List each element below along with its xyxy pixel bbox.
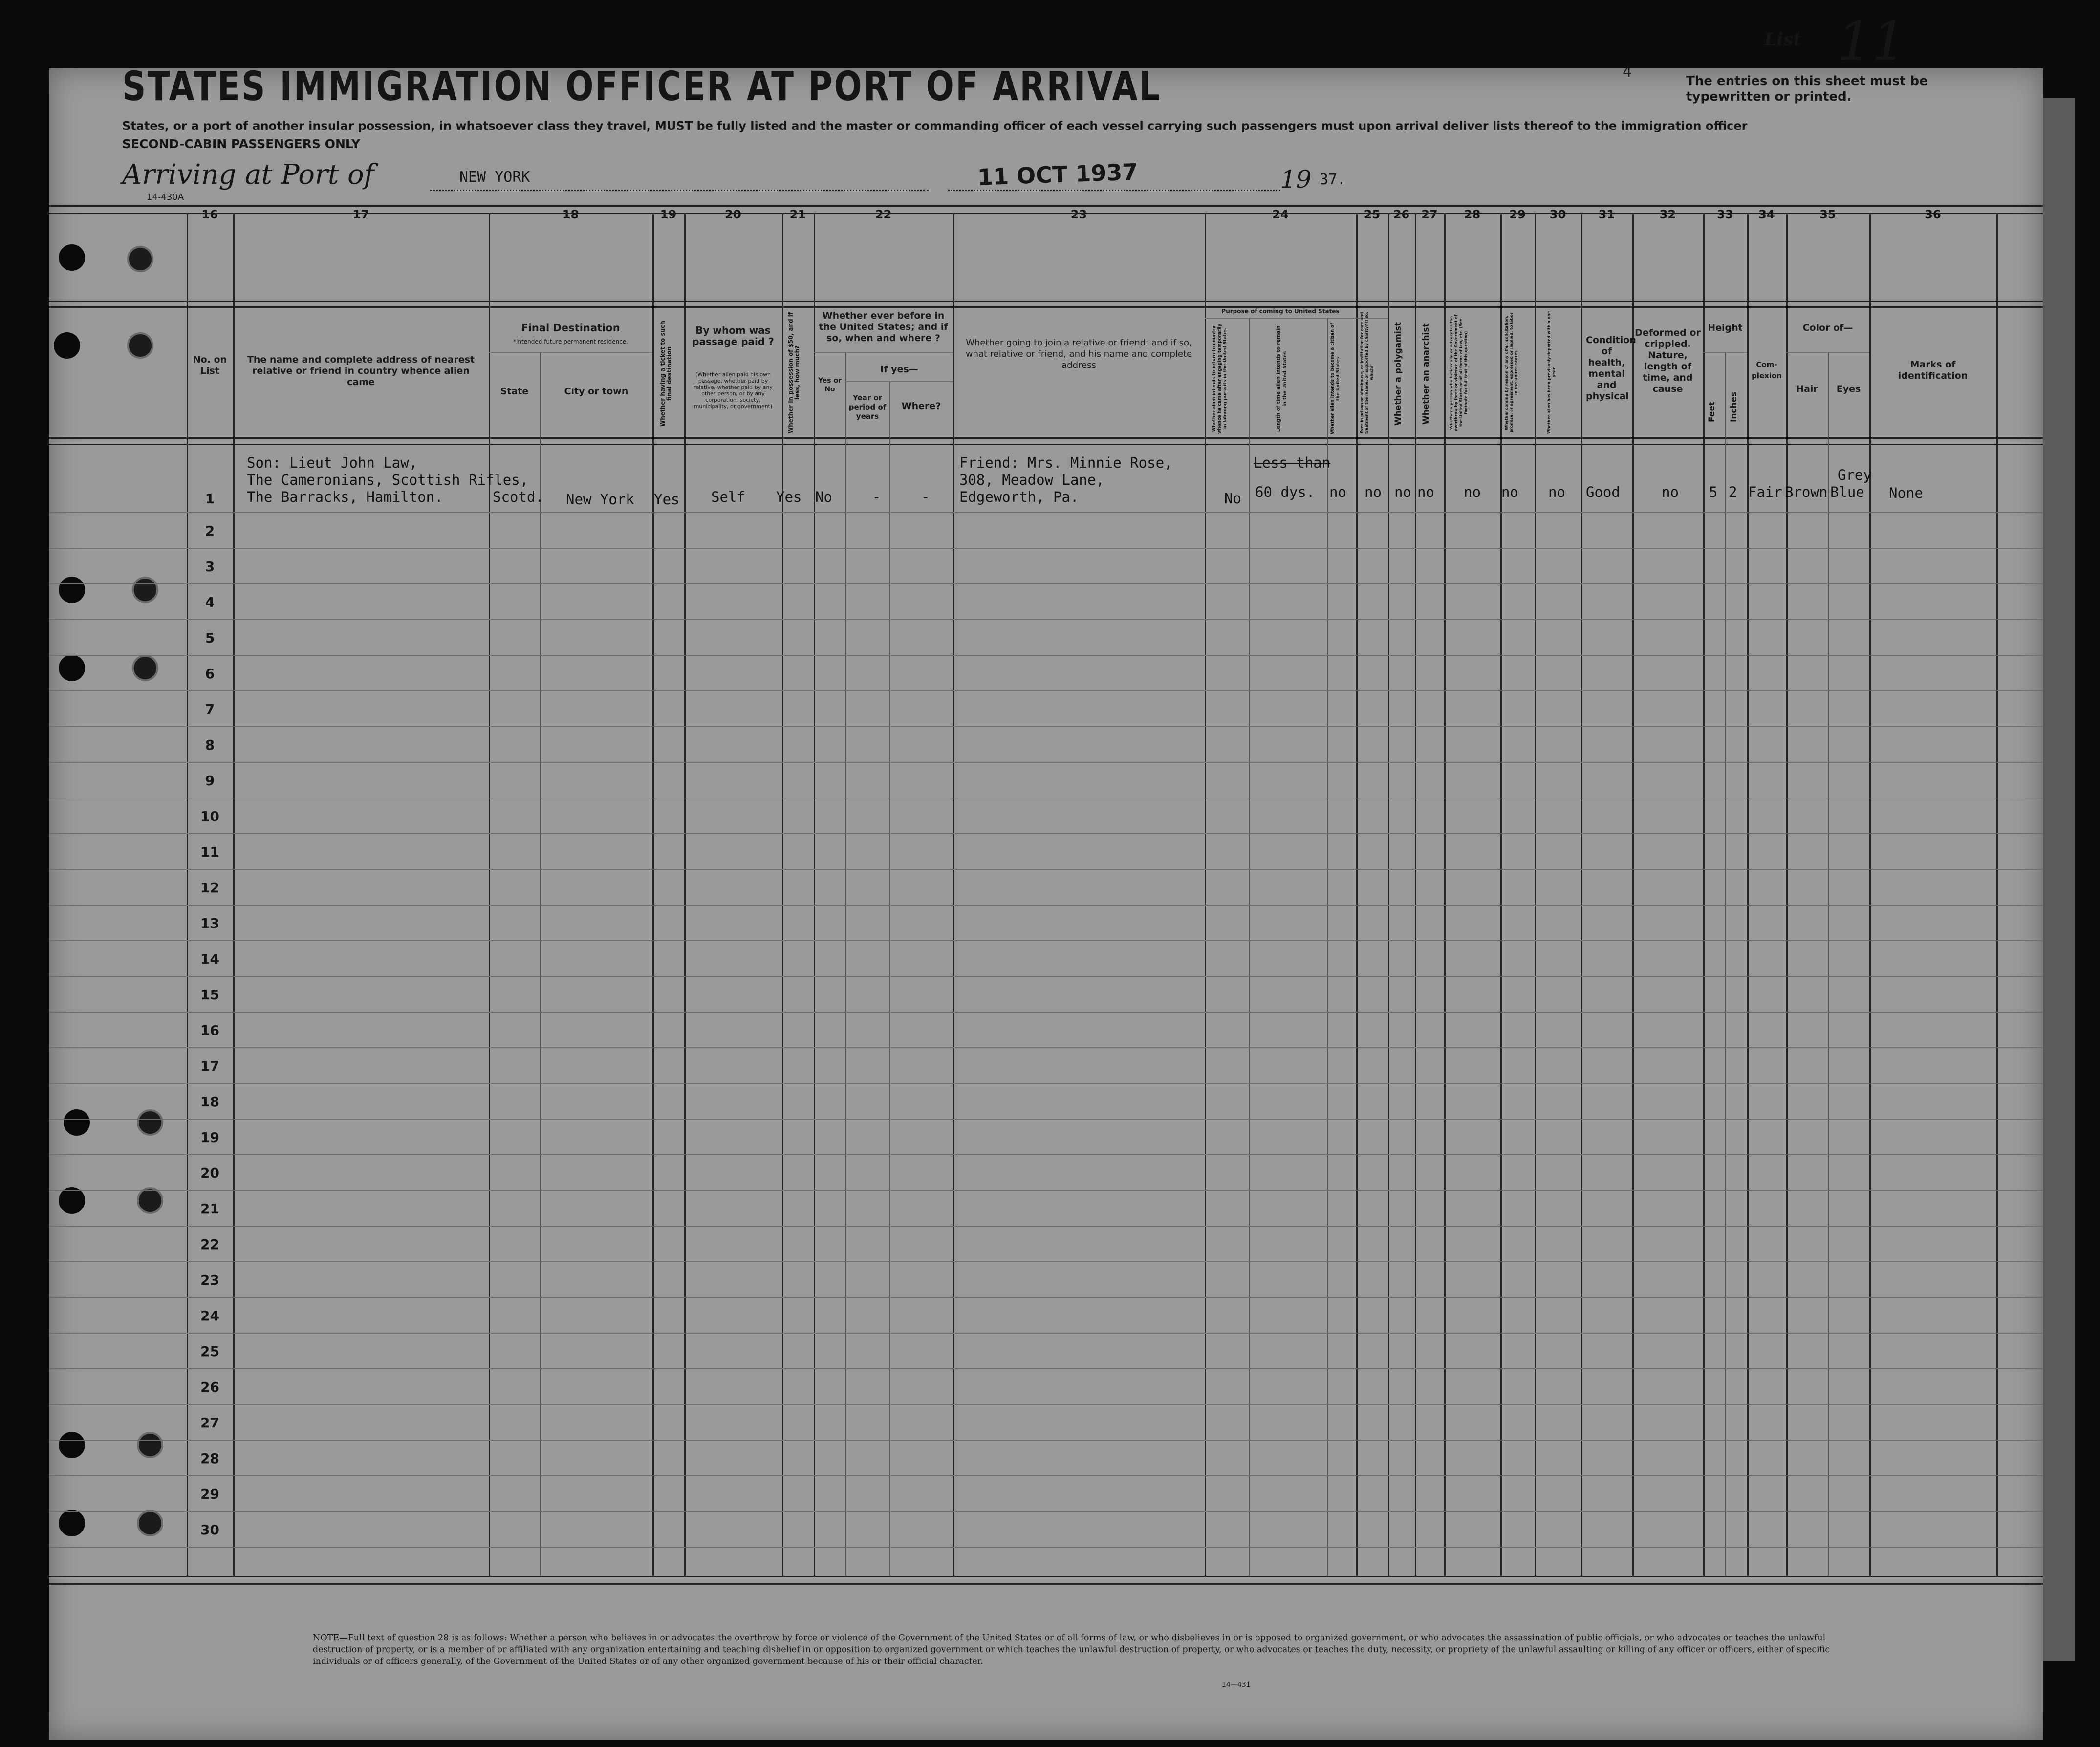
- punch-hole: [54, 332, 80, 359]
- rule: [489, 352, 652, 353]
- inches-value: 2: [1729, 484, 1737, 500]
- condition-value: Good: [1586, 484, 1620, 500]
- question-29-value: no: [1501, 484, 1518, 500]
- punch-hole: [59, 244, 85, 271]
- column-number: 22: [875, 208, 892, 221]
- port-line: [430, 190, 929, 191]
- length-value: 60 dys.: [1255, 484, 1315, 500]
- header-eyes: Eyes: [1836, 384, 1861, 394]
- header-question-28: Whether a person who believes in or advocates the overthrow by force or violence of the Government of the United States or of all forms of law, etc. (See footnote for full text of this question): [1449, 314, 1468, 431]
- header-relative-address: The name and complete address of nearest relative or friend in country whence alien came: [247, 354, 475, 388]
- header-purpose: Purpose of coming to United States: [1221, 308, 1340, 315]
- manifest-sheet: [49, 68, 2043, 1740]
- column-number: 27: [1421, 208, 1438, 221]
- row-number: 28: [200, 1450, 219, 1467]
- punch-hole: [59, 1510, 85, 1536]
- purpose-return-value: No: [1224, 490, 1241, 507]
- rule: [1786, 352, 1869, 353]
- row-rule: [49, 976, 2043, 977]
- before-where-value: -: [921, 489, 930, 505]
- relative-line-1: Son: Lieut John Law,: [247, 454, 418, 471]
- col-divider: [233, 213, 235, 1576]
- ticket-value: Yes: [654, 491, 680, 508]
- col-divider: [540, 352, 541, 1576]
- row-number: 29: [200, 1486, 219, 1502]
- column-number: 33: [1717, 208, 1733, 221]
- col-divider: [1535, 213, 1536, 1576]
- port-value: NEW YORK: [459, 169, 530, 186]
- col-divider: [1388, 213, 1389, 1576]
- rule: [845, 381, 953, 382]
- row-number: 17: [200, 1058, 219, 1074]
- header-height: Height: [1708, 323, 1743, 333]
- header-passage-paid: By whom was passage paid ?: [692, 324, 774, 347]
- column-number: 24: [1272, 208, 1289, 221]
- hair-value: Brown: [1785, 484, 1828, 500]
- punch-hole: [127, 332, 153, 359]
- header-question-30: Whether alien has been previously deported within one year: [1547, 311, 1556, 434]
- row-number: 4: [205, 594, 215, 610]
- col-divider: [782, 213, 783, 1576]
- row-number: 24: [200, 1308, 219, 1324]
- column-number: 29: [1509, 208, 1526, 221]
- row-rule: [49, 1404, 2043, 1405]
- column-number: 23: [1070, 208, 1087, 221]
- rule: [1703, 352, 1747, 353]
- header-final-destination: Final Destination: [521, 322, 620, 334]
- eyes-value-line-1: Grey: [1838, 467, 1872, 483]
- column-number: 16: [201, 208, 218, 221]
- anarchist-value: no: [1417, 484, 1434, 500]
- question-30-value: no: [1548, 484, 1565, 500]
- citizen-value: no: [1329, 484, 1346, 500]
- row-number: 30: [200, 1522, 219, 1538]
- col-divider: [1869, 213, 1871, 1576]
- header-marks: Marks of identification: [1898, 359, 1968, 381]
- header-complexion: Com-plexion: [1752, 360, 1782, 380]
- row-number: 19: [200, 1129, 219, 1145]
- col-divider: [1249, 318, 1250, 1576]
- header-passage-paid-note: (Whether alien paid his own passage, whether paid by relative, whether paid by any other person, or by any corporation, society, municipality, or government): [693, 371, 773, 410]
- col-divider: [1205, 213, 1206, 1576]
- col-divider: [1747, 213, 1749, 1576]
- row-rule: [49, 1368, 2043, 1369]
- date-line: [948, 190, 1280, 191]
- col-divider: [1581, 213, 1582, 1576]
- row-rule: [49, 940, 2043, 941]
- header-yes-or-no: Yes or No: [818, 377, 842, 393]
- rule: [49, 205, 2043, 207]
- page-number: 4: [1623, 64, 1632, 81]
- row-rule: [49, 512, 2043, 513]
- col-divider: [1632, 213, 1634, 1576]
- header-if-yes: If yes—: [880, 364, 918, 375]
- eyes-value-line-2: Blue: [1830, 484, 1864, 500]
- row-number: 27: [200, 1415, 219, 1431]
- row-rule: [49, 619, 2043, 620]
- row-rule: [49, 1333, 2043, 1334]
- col-divider: [1327, 318, 1328, 1576]
- row-number: 14: [200, 951, 219, 967]
- column-number: 35: [1819, 208, 1836, 221]
- deformed-value: no: [1662, 484, 1679, 500]
- header-inches: Inches: [1729, 391, 1739, 422]
- row-number: 1: [205, 491, 215, 507]
- row-rule: [49, 726, 2043, 727]
- row-rule: [49, 690, 2043, 691]
- column-number: 21: [789, 208, 806, 221]
- col-divider: [1356, 213, 1358, 1576]
- header-condition: Condition of health, mental and physical: [1586, 335, 1636, 402]
- col-divider: [1828, 352, 1829, 1576]
- rule: [814, 352, 953, 353]
- list-label: List: [1764, 29, 1801, 50]
- column-number: 26: [1393, 208, 1410, 221]
- col-divider: [1415, 213, 1416, 1576]
- header-polygamist: Whether a polygamist: [1393, 322, 1403, 426]
- page-edge: [2043, 98, 2075, 1661]
- joining-line-1: Friend: Mrs. Minnie Rose,: [959, 454, 1173, 471]
- row-rule: [49, 1154, 2043, 1155]
- year-suffix: 37.: [1320, 171, 1346, 188]
- column-number: 31: [1598, 208, 1615, 221]
- row-number: 13: [200, 915, 219, 931]
- row-rule: [49, 1261, 2043, 1262]
- row-number: 22: [200, 1236, 219, 1252]
- relative-line-2: The Cameronians, Scottish Rifles,: [247, 472, 529, 488]
- row-rule: [49, 1047, 2043, 1048]
- row-rule: [49, 1083, 2043, 1084]
- column-number: 36: [1925, 208, 1941, 221]
- header-money: Whether in possession of $50, and if less, how much?: [787, 312, 801, 433]
- rule: [49, 1583, 2043, 1585]
- header-feet: Feet: [1707, 401, 1717, 422]
- punch-hole: [59, 1432, 85, 1458]
- column-number: 17: [352, 208, 369, 221]
- col-divider: [1786, 213, 1788, 1576]
- row-rule: [49, 1475, 2043, 1476]
- list-number: 11: [1838, 10, 1906, 72]
- row-rule: [49, 583, 2043, 584]
- row-number: 26: [200, 1379, 219, 1395]
- column-number: 19: [660, 208, 677, 221]
- col-divider: [1725, 352, 1726, 1576]
- form-code: 14-430A: [147, 192, 184, 202]
- city-value: New York: [566, 491, 634, 508]
- row-rule: [49, 1440, 2043, 1441]
- rule: [49, 437, 2043, 439]
- footer-note: NOTE—Full text of question 28 is as follows: Whether a person who believes in or advocates the overthrow by force or violence of the Government of the United States or of all forms of law, or who disbelieves in or is opposed to organized government, or who advocates the assassination of public officials, or who advocates or teaches the unlawful destruction of property, or is a member of or affiliated with any organization entertaining and teaching disbelief in or opposition to organized government or which teaches the unlawful destruction of property, or who advocates or teaches the duty, necessity, or propriety of the unlawful assaulting or killing of any officer or officers, either of specific individuals or of officers generally, of the Government of the United States or of any other organized government because of his or their official character.: [313, 1633, 1830, 1666]
- punch-hole: [132, 577, 158, 603]
- before-year-value: -: [872, 489, 881, 505]
- row-rule: [49, 1012, 2043, 1013]
- instruction-line: States, or a port of another insular possession, in whatsoever class they travel, MUST be fully listed and the master or commanding officer of each vessel carrying such passengers must upon arrival deliver lists thereof to the immigration officer: [122, 119, 1748, 133]
- header-deformed: Deformed or crippled. Nature, length of time, and cause: [1635, 327, 1701, 394]
- col-divider: [845, 352, 846, 1576]
- row-rule: [49, 762, 2043, 763]
- punch-hole: [59, 577, 85, 603]
- row-number: 23: [200, 1272, 219, 1288]
- col-divider: [652, 213, 654, 1576]
- row-number: 2: [205, 523, 215, 539]
- row-rule: [49, 905, 2043, 906]
- year-prefix: 19: [1280, 165, 1312, 194]
- row-number: 9: [205, 773, 215, 789]
- column-number: 32: [1659, 208, 1676, 221]
- header-purpose-length: Length of time alien intends to remain in the United States: [1276, 325, 1288, 432]
- rule: [49, 1576, 2043, 1577]
- row-rule: [49, 833, 2043, 834]
- row-rule: [49, 1190, 2043, 1191]
- row-rule: [49, 1119, 2043, 1120]
- punch-hole: [137, 1510, 163, 1536]
- punch-hole: [137, 1432, 163, 1458]
- col-divider: [489, 213, 490, 1576]
- punch-hole: [59, 1187, 85, 1214]
- header-hair: Hair: [1796, 384, 1818, 394]
- punch-hole: [132, 655, 158, 681]
- passenger-class: SECOND-CABIN PASSENGERS ONLY: [122, 137, 361, 151]
- header-city: City or town: [564, 386, 628, 397]
- header-where: Where?: [901, 401, 941, 411]
- header-purpose-return: Whether alien intends to return to country whence he came after engaging temporarily in laboring pursuits in the United States: [1212, 324, 1228, 434]
- rule: [49, 301, 2043, 302]
- col-divider: [1500, 213, 1502, 1576]
- header-prison: Ever in prison or almshouse, or institution for care and treatment of the insane, or supported by charity? If so, which?: [1360, 311, 1374, 434]
- marks-value: None: [1889, 485, 1923, 501]
- row-number: 15: [200, 987, 219, 1003]
- punch-hole: [59, 655, 85, 681]
- state-value: Scotd.: [493, 489, 544, 505]
- row-number: 7: [205, 701, 215, 717]
- header-question-29: Whether coming by reason of any offer, solicitation, promise, or agreement, expressed or implied, to labor in the United States: [1504, 312, 1518, 433]
- header-final-destination-note: *Intended future permanent residence.: [513, 338, 628, 345]
- punch-hole: [137, 1187, 163, 1214]
- row-rule: [49, 548, 2043, 549]
- punch-hole: [127, 246, 153, 272]
- column-number: 28: [1464, 208, 1481, 221]
- row-number: 25: [200, 1343, 219, 1359]
- footer-code: 14—431: [1222, 1681, 1251, 1689]
- header-purpose-citizen: Whether alien intends to become a citizen of the United States: [1330, 323, 1341, 435]
- col-divider: [684, 213, 686, 1576]
- before-yes-no-value: No: [815, 489, 832, 505]
- money-value: Yes: [776, 489, 802, 505]
- header-no-on-list: No. on List: [193, 354, 227, 376]
- page-title: STATES IMMIGRATION OFFICER AT PORT OF ARRIVAL: [122, 64, 1162, 110]
- row-rule: [49, 869, 2043, 870]
- row-number: 5: [205, 630, 215, 646]
- paid-by-value: Self: [711, 489, 745, 505]
- header-color-of: Color of—: [1802, 323, 1853, 333]
- typewritten-note: The entries on this sheet must be typewritten or printed.: [1686, 74, 1928, 104]
- rule: [49, 306, 2043, 308]
- row-number: 18: [200, 1094, 219, 1110]
- header-state: State: [500, 386, 529, 397]
- column-number: 30: [1549, 208, 1566, 221]
- joining-line-3: Edgeworth, Pa.: [959, 489, 1079, 505]
- date-stamp: 11 OCT 1937: [977, 158, 1139, 191]
- prison-value: no: [1364, 484, 1382, 500]
- rule: [49, 444, 2043, 445]
- column-number: 18: [562, 208, 579, 221]
- header-before-in-us: Whether ever before in the United States; and if so, when and where ?: [819, 310, 948, 344]
- arriving-label: Arriving at Port of: [122, 159, 374, 191]
- column-number: 20: [725, 208, 741, 221]
- row-number: 11: [200, 844, 219, 860]
- row-rule: [49, 655, 2043, 656]
- relative-line-3: The Barracks, Hamilton.: [247, 489, 443, 505]
- col-divider: [953, 213, 954, 1576]
- punch-hole: [64, 1109, 90, 1136]
- row-number: 3: [205, 559, 215, 575]
- row-rule: [49, 1226, 2043, 1227]
- row-number: 10: [200, 808, 219, 824]
- punch-hole: [137, 1109, 163, 1136]
- row-number: 6: [205, 666, 215, 682]
- header-ticket: Whether having a ticket to such final destination: [659, 321, 672, 427]
- row-rule: [49, 1511, 2043, 1512]
- col-divider: [1703, 213, 1705, 1576]
- joining-line-2: 308, Meadow Lane,: [959, 472, 1104, 488]
- row-number: 8: [205, 737, 215, 753]
- question-28-value: no: [1464, 484, 1481, 500]
- row-number: 20: [200, 1165, 219, 1181]
- column-number: 25: [1364, 208, 1381, 221]
- row-number: 16: [200, 1022, 219, 1038]
- row-number: 21: [200, 1201, 219, 1217]
- row-rule: [49, 1297, 2043, 1298]
- header-anarchist: Whether an anarchist: [1421, 323, 1431, 425]
- row-rule: [49, 1547, 2043, 1548]
- feet-value: 5: [1709, 484, 1718, 500]
- col-divider: [814, 213, 815, 1576]
- header-year-period: Year or period of years: [848, 393, 887, 421]
- col-divider: [1444, 213, 1446, 1576]
- complexion-value: Fair: [1748, 484, 1782, 500]
- row-number: 12: [200, 880, 219, 896]
- column-number: 34: [1758, 208, 1775, 221]
- header-joining: Whether going to join a relative or friend; and if so, what relative or friend, and his name and complete address: [965, 338, 1192, 370]
- col-divider: [889, 381, 890, 1576]
- polygamist-value: no: [1394, 484, 1411, 500]
- col-divider: [1996, 213, 1998, 1576]
- length-struck-value: Less than: [1254, 454, 1331, 471]
